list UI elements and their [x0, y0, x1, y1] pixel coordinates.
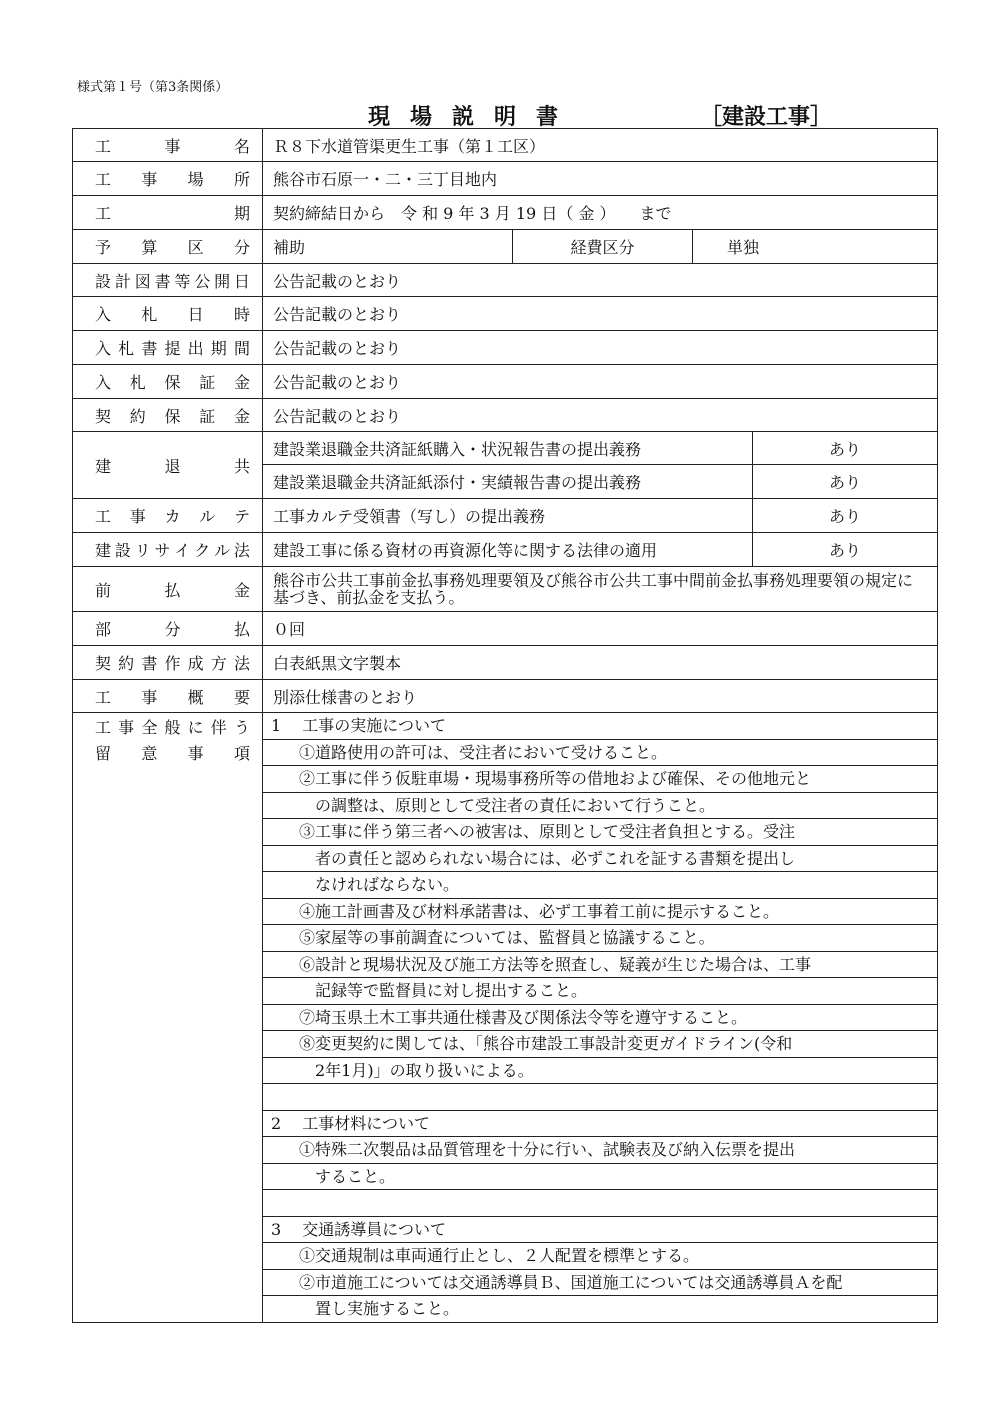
label-period — [73, 196, 263, 230]
row-project-name — [73, 129, 938, 162]
label-char: 事 — [141, 170, 158, 189]
row-design-docs — [73, 264, 938, 297]
label-char: 工 — [95, 687, 112, 707]
value-partial: ０回 — [263, 612, 938, 646]
label-char: イ — [174, 541, 191, 560]
notes-content — [263, 713, 938, 1323]
note-line: 置し実施すること。 — [315, 1299, 460, 1318]
label-char: 場 — [187, 170, 204, 189]
label-design-docs — [73, 264, 263, 297]
label-char: 所 — [233, 170, 250, 189]
label-char: 金 — [233, 406, 250, 426]
label-char: テ — [233, 507, 250, 526]
label-char: 伴 — [210, 718, 227, 737]
label-char: 書 — [141, 339, 158, 358]
label-text — [95, 167, 250, 190]
label-budget — [73, 230, 263, 264]
label-contract-method — [73, 646, 263, 680]
label-char: 入 — [95, 305, 112, 324]
row-period — [73, 196, 938, 230]
row-bid-bond — [73, 365, 938, 399]
label-text — [95, 454, 250, 477]
value-contract-bond: 公告記載のとおり — [263, 399, 938, 432]
note-line: 2 工事材料について — [263, 1111, 937, 1138]
label-char: 工 — [95, 204, 112, 223]
label-char: 札 — [118, 339, 135, 358]
label-char: 入 — [95, 339, 112, 358]
note-line: ⑥設計と現場状況及び施工方法等を照査し、疑義が生じた場合は、工事 — [263, 952, 937, 979]
note-line: すること。 — [263, 1164, 937, 1191]
label-text — [95, 370, 250, 393]
label-char: 証 — [199, 406, 216, 426]
label-char: 退 — [164, 456, 181, 476]
label-char: 公 — [194, 271, 211, 291]
note-line: ①道路使用の許可は、受注者において受けること。 — [263, 740, 937, 767]
karte-mark: あり — [753, 499, 938, 533]
label-bid-bond — [73, 365, 263, 399]
label-char: 事 — [164, 136, 181, 156]
kentaikyo-mark-1: あり — [753, 432, 938, 465]
label-char: 時 — [233, 305, 250, 324]
label-expense: 経費区分 — [513, 230, 693, 264]
note-line: 2年1月)」の取り扱いによる。 — [263, 1058, 937, 1085]
label-char: 算 — [141, 238, 158, 257]
label-char: 留 — [95, 744, 112, 763]
value-location: 熊谷市石原一・二・三丁目地内 — [263, 162, 938, 196]
label-char: 保 — [164, 406, 181, 426]
label-char: 書 — [154, 271, 171, 291]
value-bid-submission: 公告記載のとおり — [263, 331, 938, 365]
kentaikyo-item-1: 建設業退職金共済証紙購入・状況報告書の提出義務 — [263, 432, 753, 465]
label-text — [95, 651, 250, 674]
value-bid-datetime: 公告記載のとおり — [263, 297, 938, 331]
label-text — [95, 134, 250, 157]
label-char: 区 — [187, 238, 204, 257]
label-char: 日 — [187, 305, 204, 324]
note-line: なければならない。 — [263, 872, 937, 899]
label-char: 部 — [95, 620, 112, 639]
kentaikyo-item-2: 建設業退職金共済証紙添付・実績報告書の提出義務 — [263, 465, 753, 499]
label-char: 設 — [95, 271, 112, 291]
label-text — [95, 235, 250, 258]
row-kentaikyo-1 — [73, 432, 938, 465]
label-overview — [73, 680, 263, 713]
label-char: 概 — [187, 687, 204, 707]
label-text — [95, 685, 250, 708]
label-char: う — [233, 718, 250, 737]
label-char: 約 — [118, 654, 135, 673]
value-budget: 補助 — [263, 230, 513, 264]
note-line: 者の責任と認められない場合には、必ずこれを証する書類を提出し — [263, 846, 937, 873]
label-char: 札 — [129, 373, 146, 392]
note-line — [263, 1190, 937, 1217]
note-line — [263, 1084, 937, 1111]
label-text — [95, 617, 250, 640]
notes-lines — [263, 713, 937, 1322]
specification-table — [72, 128, 938, 1323]
note-line: の調整は、原則として受注者の責任において行うこと。 — [263, 793, 937, 820]
value-karte: 工事カルテ受領書（写し）の提出義務 — [263, 499, 753, 533]
label-notes — [73, 713, 263, 1323]
label-char: 間 — [233, 339, 250, 358]
value-expense: 単独 — [693, 230, 938, 264]
label-text — [95, 302, 250, 325]
kentaikyo-mark-2: あり — [753, 465, 938, 499]
label-char: 項 — [233, 744, 250, 763]
label-char: リ — [134, 541, 151, 560]
label-text — [95, 269, 250, 292]
label-char: 期 — [233, 204, 250, 223]
row-overview — [73, 680, 938, 713]
label-text — [95, 201, 250, 224]
label-char: 工 — [95, 718, 112, 737]
note-line: ⑧変更契約に関しては、「熊谷市建設工事設計変更ガイドライン(令和 — [263, 1031, 937, 1058]
row-advance — [73, 567, 938, 612]
row-recycle — [73, 533, 938, 567]
document-category: ［建設工事］ — [700, 104, 833, 130]
label-char: ル — [199, 507, 216, 526]
label-char: 金 — [233, 373, 250, 392]
label-char: 方 — [210, 654, 227, 673]
label-char: 札 — [141, 305, 158, 324]
label-char: に — [187, 718, 204, 737]
value-period: 契約締結日から 令 和 9 年 3 月 19 日（ 金 ） まで — [263, 196, 938, 230]
label-char: 保 — [164, 373, 181, 392]
label-char: 事 — [187, 744, 204, 763]
label-char: 作 — [164, 654, 181, 673]
note-line: ②工事に伴う仮駐車場・現場事務所等の借地および確保、その他地元と — [263, 766, 937, 793]
label-char: 事 — [129, 507, 146, 526]
note-line: ③工事に伴う第三者への被害は、原則として受注者負担とする。受注 — [263, 819, 937, 846]
row-notes — [73, 713, 938, 1323]
label-char: 日 — [233, 271, 250, 291]
label-char: 意 — [141, 744, 158, 763]
row-contract-bond — [73, 399, 938, 432]
note-line: ①特殊二次製品は品質管理を十分に行い、試験表及び納入伝票を提出 — [263, 1137, 937, 1164]
label-char: ク — [194, 541, 211, 560]
value-advance: 熊谷市公共工事前金払事務処理要領及び熊谷市公共工事中間前金払事務処理要領の規定に基づき、前払金を支払う。 — [263, 567, 938, 612]
label-text — [95, 504, 250, 527]
label-text — [95, 538, 250, 561]
label-contract-bond — [73, 399, 263, 432]
label-char: 法 — [233, 654, 250, 673]
note-line: 1 工事の実施について — [263, 713, 937, 740]
label-char: 入 — [95, 373, 112, 392]
label-advance — [73, 567, 263, 612]
label-char: 全 — [141, 718, 158, 737]
notes-label-line2 — [95, 741, 250, 767]
label-char: 要 — [233, 687, 250, 707]
label-char: 金 — [233, 580, 250, 600]
label-partial — [73, 612, 263, 646]
label-bid-datetime — [73, 297, 263, 331]
label-char: 工 — [95, 170, 112, 189]
row-budget — [73, 230, 938, 264]
label-char: 書 — [141, 654, 158, 673]
value-design-docs: 公告記載のとおり — [263, 264, 938, 297]
label-char: 法 — [233, 541, 250, 560]
label-text — [95, 336, 250, 359]
form-number: 様式第１号（第3条関係） — [77, 80, 229, 95]
row-karte — [73, 499, 938, 533]
value-project-name: Ｒ８下水道管渠更生工事（第１工区） — [263, 129, 938, 162]
label-char: カ — [164, 507, 181, 526]
label-karte — [73, 499, 263, 533]
label-char: 払 — [233, 620, 250, 639]
label-recycle — [73, 533, 263, 567]
label-char: 契 — [95, 406, 112, 426]
label-char: 出 — [187, 339, 204, 358]
label-char: 分 — [233, 238, 250, 257]
label-char: 期 — [210, 339, 227, 358]
label-char: 事 — [118, 718, 135, 737]
row-bid-submission — [73, 331, 938, 365]
note-line: 3 交通誘導員について — [263, 1217, 937, 1244]
label-char: 設 — [114, 541, 131, 560]
label-char: 予 — [95, 238, 112, 257]
note-line: ②市道施工については交通誘導員Ｂ、国道施工については交通誘導員Ａを配 — [263, 1270, 937, 1297]
row-partial — [73, 612, 938, 646]
label-char: 証 — [199, 373, 216, 392]
value-recycle: 建設工事に係る資材の再資源化等に関する法律の適用 — [263, 533, 753, 567]
label-bid-submission — [73, 331, 263, 365]
label-char: 約 — [129, 406, 146, 426]
value-contract-method: 白表紙黒文字製本 — [263, 646, 938, 680]
label-text — [95, 578, 250, 601]
label-char: 開 — [214, 271, 231, 291]
label-char: 成 — [187, 654, 204, 673]
notes-label-line1 — [95, 715, 250, 741]
label-char: サ — [154, 541, 171, 560]
note-line: 記録等で監督員に対し提出すること。 — [263, 978, 937, 1005]
note-line: ⑤家屋等の事前調査については、監督員と協議すること。 — [263, 925, 937, 952]
label-char: 分 — [164, 620, 181, 639]
row-bid-datetime — [73, 297, 938, 331]
label-char: 計 — [114, 271, 131, 291]
label-text — [95, 404, 250, 427]
note-line: ⑦埼玉県土木工事共通仕様書及び関係法令等を遵守すること。 — [263, 1005, 937, 1032]
label-char: 事 — [141, 687, 158, 707]
label-char: 名 — [233, 136, 250, 156]
label-char: 等 — [174, 271, 191, 291]
recycle-mark: あり — [753, 533, 938, 567]
note-line: ①交通規制は車両通行止とし、２人配置を標準とする。 — [263, 1243, 937, 1270]
label-kentaikyo — [73, 432, 263, 499]
label-char: 提 — [164, 339, 181, 358]
document-title: 現場説明書 — [368, 104, 579, 130]
label-char: 共 — [233, 456, 250, 476]
label-char: 契 — [95, 654, 112, 673]
label-char: 図 — [134, 271, 151, 291]
label-char: 般 — [164, 718, 181, 737]
label-char: 工 — [95, 507, 112, 526]
label-location — [73, 162, 263, 196]
note-line: ④施工計画書及び材料承諾書は、必ず工事着工前に提示すること。 — [263, 899, 937, 926]
value-overview: 別添仕様書のとおり — [263, 680, 938, 713]
value-bid-bond: 公告記載のとおり — [263, 365, 938, 399]
label-char: 工 — [95, 136, 112, 156]
row-location — [73, 162, 938, 196]
row-contract-method — [73, 646, 938, 680]
label-char: ル — [214, 541, 231, 560]
label-char: 前 — [95, 580, 112, 600]
label-char: 払 — [164, 580, 181, 600]
label-project-name — [73, 129, 263, 162]
label-char: 建 — [95, 541, 112, 560]
label-char: 建 — [95, 456, 112, 476]
